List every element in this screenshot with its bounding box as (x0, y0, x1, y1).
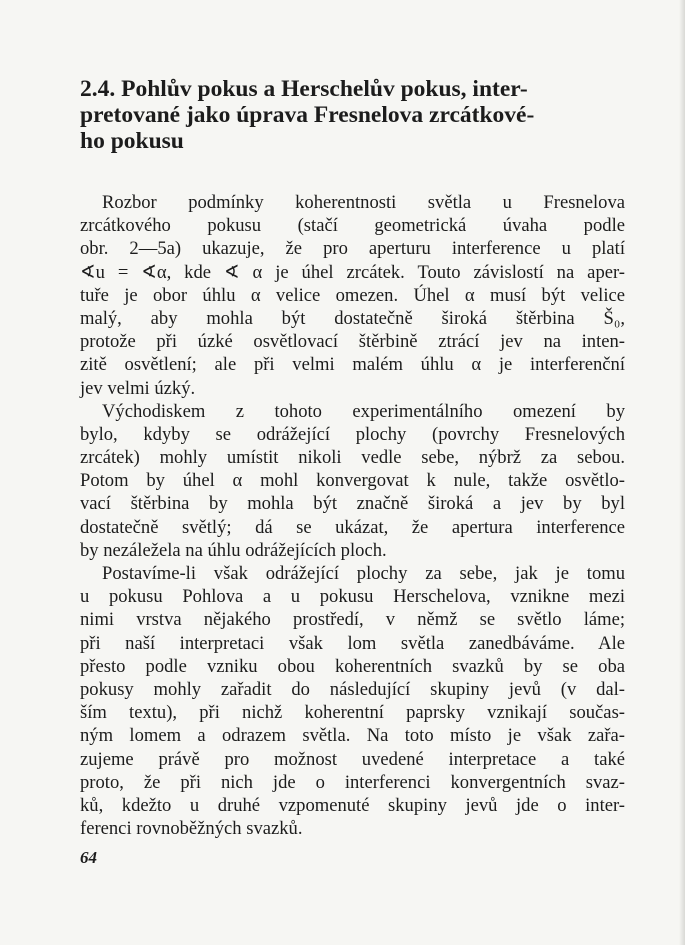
text-line: Východiskem z tohoto experimentálního omezení by (102, 400, 625, 422)
text-line: Potom by úhel α mohl konvergovat k nule, takže osvětlo- (80, 470, 625, 492)
text-line: zrcátkového pokusu (stačí geometrická úvaha podle (80, 215, 625, 237)
text-line: by nezáležela na úhlu odrážejících ploch. (80, 539, 387, 561)
page-edge (679, 0, 685, 945)
text-line: tuře je obor úhlu α velice omezen. Úhel α musí být velice (80, 284, 625, 306)
text-line: ∢u = ∢α, kde ∢ α je úhel zrcátek. Touto závislostí na aper- (80, 261, 625, 283)
heading-line: 2.4. Pohlův pokus a Herschelův pokus, inter- (80, 76, 528, 102)
text-line: zitě osvětlení; ale při velmi malém úhlu α je interferenční (80, 354, 625, 376)
text-line: ším textu), při nichž koherentní paprsky vznikají součas- (80, 702, 625, 724)
text-line: vací štěrbina by mohla být značně široká a jev by byl (80, 493, 625, 515)
paragraph-2 (80, 400, 625, 562)
text-line: malý, aby mohla být dostatečně široká štěrbina Š₀, (80, 307, 625, 329)
text-line: ků, kdežto u druhé vzpomenuté skupiny jevů jde o inter- (80, 794, 625, 816)
text-line: Rozbor podmínky koherentnosti světla u Fresnelova (102, 192, 625, 213)
text-line: Postavíme-li však odrážející plochy za sebe, jak je tomu (102, 563, 625, 584)
text-line: ným lomem a odrazem světla. Na toto místo je však zařa- (80, 725, 625, 747)
heading-line: pretované jako úprava Fresnelova zrcátkové- (80, 102, 535, 128)
text-line: jev velmi úzký. (80, 377, 196, 399)
text-line: bylo, kdyby se odrážející plochy (povrchy Fresnelových (80, 423, 625, 445)
text-line: u pokusu Pohlova a u pokusu Herschelova, vznikne mezi (80, 586, 625, 608)
text-line: při naší interpretaci však lom světla zanedbáváme. Ale (80, 632, 625, 654)
text-line: pokusy mohly zařadit do následující skupiny jevů (v dal- (80, 678, 625, 700)
text-line: přesto podle vzniku obou koherentních svazků by se oba (80, 655, 625, 677)
page-number: 64 (80, 848, 97, 867)
text-line: zrcátek) mohly umístit nikoli vedle sebe, nýbrž za sebou. (80, 447, 625, 469)
paragraph-3 (80, 562, 625, 840)
text-line: protože při úzké osvětlovací štěrbině ztrácí jev na inten- (80, 331, 625, 353)
text-line: obr. 2—5a) ukazuje, že pro aperturu interference u platí (80, 238, 625, 260)
text-line: proto, že při nich jde o interferenci konvergentních svaz- (80, 771, 625, 793)
text-line: zujeme právě pro možnost uvedené interpretace a také (80, 748, 625, 770)
text-line: ferenci rovnoběžných svazků. (80, 818, 303, 840)
text-line: nimi vrstva nějakého prostředí, v němž se světlo láme; (80, 609, 625, 631)
body-text (80, 191, 625, 840)
heading-line: ho pokusu (80, 128, 184, 154)
paragraph-1 (80, 191, 625, 400)
section-heading (80, 76, 635, 154)
text-line: dostatečně světlý; dá se ukázat, že apertura interference (80, 516, 625, 538)
